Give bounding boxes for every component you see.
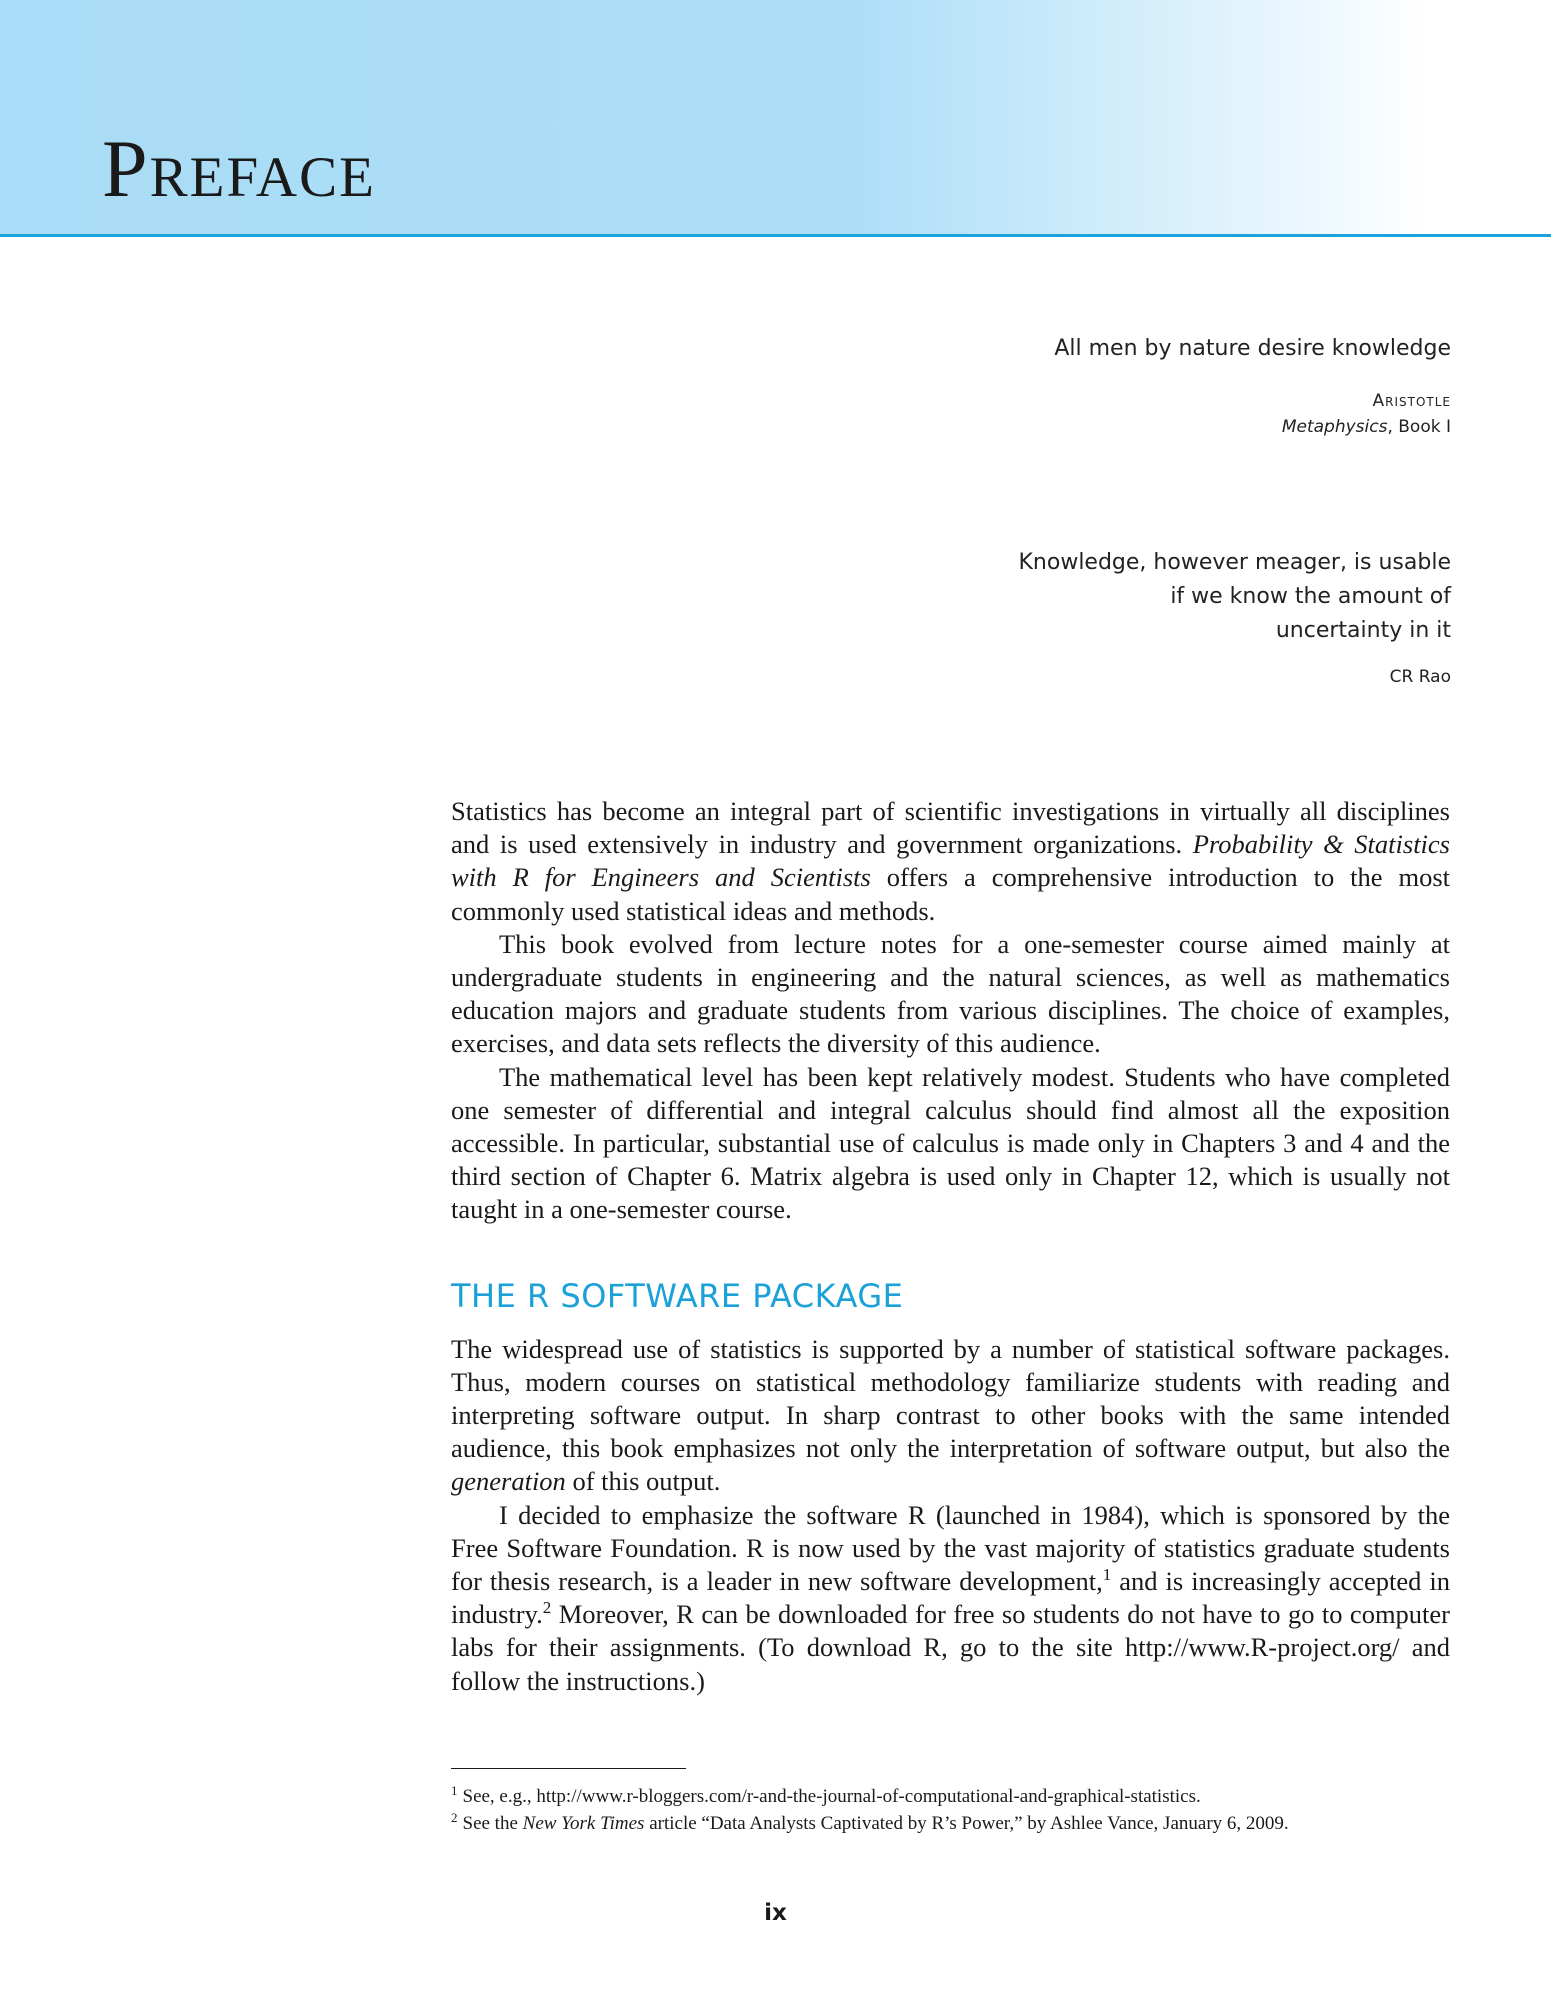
footnote-ref-2[interactable]: 2 xyxy=(542,1598,552,1618)
section-p1-text-a: The widespread use of statistics is supported by a number of statistical software packages. Thus, modern courses on statistical methodology familiarize students with reading and interpreting software output. In sharp contrast to other books with the same intended audience, this book emphasizes not only the interpretation of software output, but also the xyxy=(451,1333,1450,1464)
intro-p1-text-a: Statistics has become an integral part of scientific investigations in virtually all disciplines and is used extensively in industry and government organizations. xyxy=(451,796,1450,860)
epigraph-quote: All men by nature desire knowledge xyxy=(1054,336,1451,361)
epigraph-rao xyxy=(1019,546,1452,690)
section-p1-text-b: of this output. xyxy=(565,1466,721,1497)
footnote-mark: 1 xyxy=(451,1782,458,1798)
epigraph-quote: Knowledge, however meager, is usable if we know the amount of uncertainty in it xyxy=(1018,550,1451,643)
footnote-rule xyxy=(451,1768,686,1769)
section-heading: THE R SOFTWARE PACKAGE xyxy=(451,1276,904,1315)
footnote-text: See, e.g., http://www.r-bloggers.com/r-and-the-journal-of-computational-and-graphical-statistics. xyxy=(462,1786,1201,1807)
footnote-text-a: See the xyxy=(462,1813,523,1834)
section-p2-text-b: and is increasingly accepted in industry. xyxy=(451,1566,1450,1630)
chapter-header-band xyxy=(0,0,1551,237)
footnotes xyxy=(451,1783,1450,1837)
epigraph-source-rest: , Book I xyxy=(1387,417,1451,437)
intro-paragraph-2: This book evolved from lecture notes for a one-semester course aimed mainly at undergraduate students in engineering and the natural sciences, as well as mathematics education majors and graduate students from various disciplines. The choice of examples, exercises, and data sets reflects the diversity of this audience. xyxy=(451,928,1450,1059)
epigraph-source-title: Metaphysics xyxy=(1281,417,1388,437)
epigraph-aristotle xyxy=(1054,332,1451,440)
section-p2-text-a: I decided to emphasize the software R (launched in 1984), which is sponsored by the Free Software Foundation. R is now used by the vast majority of statistics graduate students for thesis research, is a leader in new software development, xyxy=(451,1499,1450,1597)
section-p1-emphasis: generation xyxy=(451,1466,566,1497)
footnote-text-b: article “Data Analysts Captivated by R’s Power,” by Ashlee Vance, January 6, 2009. xyxy=(644,1813,1289,1834)
intro-p1-text-b: offers a comprehensive introduction to the most commonly used statistical ideas and methods. xyxy=(451,862,1451,926)
footnote-mark: 2 xyxy=(451,1809,458,1825)
preface-body xyxy=(451,795,1450,1698)
intro-paragraph-3: The mathematical level has been kept relatively modest. Students who have completed one semester of differential and integral calculus should find almost all the exposition accessible. In particular, substantial use of calculus is made only in Chapters 3 and 4 and the third section of Chapter 6. Matrix algebra is used only in Chapter 12, which is usually not taught in a one-semester course. xyxy=(451,1061,1450,1225)
chapter-title: Preface xyxy=(102,123,376,214)
section-paragraph-2 xyxy=(451,1499,1450,1698)
epigraph-author: CR Rao xyxy=(1389,667,1451,687)
footnote-2 xyxy=(451,1810,1450,1837)
book-title: Probability & Statistics with R for Engineers and Scientists xyxy=(451,829,1450,893)
section-paragraph-1 xyxy=(451,1333,1450,1499)
footnote-1 xyxy=(451,1783,1450,1810)
footnote-emphasis: New York Times xyxy=(522,1813,645,1834)
section-p2-text-c: Moreover, R can be downloaded for free so students do not have to go to computer labs for their assignments. (To download R, go to the site http://www.R-project.org/ and follow the instructions.) xyxy=(451,1599,1450,1696)
footnote-ref-1[interactable]: 1 xyxy=(1102,1565,1112,1585)
epigraph-author: Aristotle xyxy=(1372,391,1451,411)
epigraph-source xyxy=(1054,414,1451,440)
intro-paragraph-1 xyxy=(451,795,1450,928)
page-number: ix xyxy=(764,1900,787,1926)
